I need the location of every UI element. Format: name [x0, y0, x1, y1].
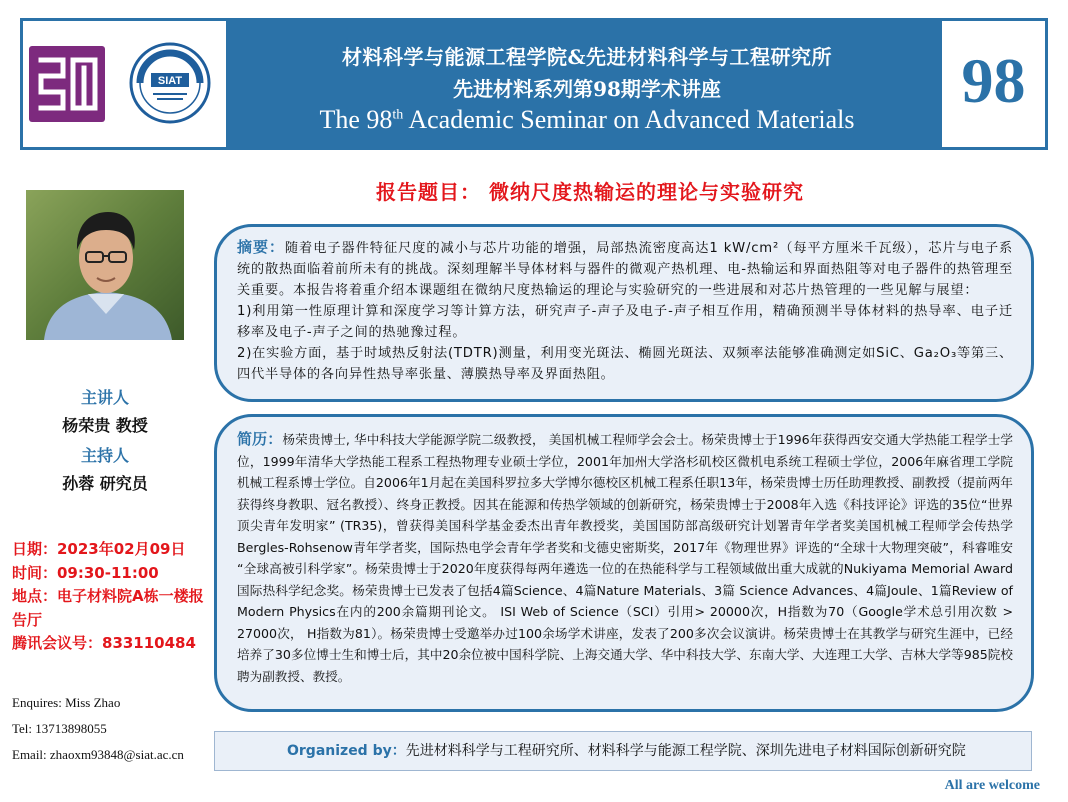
host-label: 主持人	[80, 446, 129, 465]
issue-number: 98	[961, 45, 1026, 116]
siat-logo-icon	[129, 42, 211, 124]
svg-text:SIAT: SIAT	[157, 75, 183, 87]
issue-number-panel	[942, 21, 1045, 147]
speaker-name: 杨荣贵 教授	[62, 416, 148, 435]
logo-panel	[23, 21, 226, 147]
bio-box	[214, 414, 1034, 712]
contact-email: Email: zhaoxm93848@siat.ac.cn	[12, 747, 184, 762]
meeting-id: 腾讯会议号：833110484	[12, 634, 196, 652]
abstract-point-1: 1)利用第一性原理计算和深度学习等计算方法，研究声子-声子及电子-声子相互作用，精确预测半导体材料的热导率、电子迁移率及电子-声子之间的热驰豫过程。	[237, 304, 1013, 340]
header-title-block	[226, 21, 948, 147]
event-location: 地点：电子材料院A栋一楼报告厅	[12, 587, 204, 629]
title-english	[226, 105, 948, 135]
title-english-suffix: Academic Seminar on Advanced Materials	[403, 105, 855, 134]
title-english-ordinal: th	[392, 107, 404, 123]
title-chinese-line1: 材料科学与能源工程学院&先进材料科学与工程研究所	[341, 45, 833, 69]
speaker-info	[10, 385, 200, 501]
event-time: 时间：09:30-11:00	[12, 563, 159, 582]
title-english-prefix: The 98	[319, 105, 393, 134]
bio-text-block	[237, 429, 1013, 687]
welcome-note: All are welcome	[944, 778, 1040, 793]
abstract-box	[214, 224, 1034, 402]
contact-tel: Tel: 13713898055	[12, 721, 107, 736]
abstract-intro: 随着电子器件特征尺度的减小与芯片功能的增强，局部热流密度高达1 kW/cm²（每平方厘米千瓦级），芯片与电子系统的散热面临着前所未有的挑战。深刻理解半导体材料与器件的微观产热机理、电-热输运和界面热阻等对电子器件的热管理至关重要。本报告将着重介绍本课题组在微纳尺度热输运的理论与实验研究的一些进展和对芯片热管理的一些见解与展望：	[237, 241, 1013, 298]
contact-info	[12, 690, 212, 768]
report-title: 报告题目： 微纳尺度热输运的理论与实验研究	[376, 180, 804, 204]
speaker-photo	[26, 190, 184, 340]
contact-enquiries: Enquires: Miss Zhao	[12, 695, 121, 710]
sz-logo-icon	[29, 46, 105, 122]
host-name: 孙蓉 研究员	[62, 474, 148, 493]
header-banner	[20, 18, 1048, 150]
bio-text: 杨荣贵博士, 华中科技大学能源学院二级教授， 美国机械工程师学会会士。杨荣贵博士于1996年获得西安交通大学热能工程学士学位，1999年清华大学热能工程系工程热物理专业硕士学位，2001年加州大学洛杉矶校区微机电系统工程硕士学位，2006年麻省理工学院机械工程系博士学位。自2006年1月起在美国科罗拉多大学博尔德校区机械工程系任职13年，杨荣贵博士历任助理教授、副教授（提前两年获得终身教职、冠名教授）、终身正教授。因其在能源和传热学领域的创新研究，杨荣贵博士于2008年入选《科技评论》评选的35位“世界顶尖青年发明家” (TR35)，曾获得美国科学基金委杰出青年教授奖，美国国防部高级研究计划署青年学者奖美国机械工程师学会传热学Bergles-Rohsenow青年学者奖，国际热电学会青年学者奖和戈德史密斯奖，2017年《物理世界》评选的“全球十大物理突破”，科睿唯安 “全球高被引科学家”。杨荣贵博士于2020年度获得每两年遴选一位的在热能科学与工程领域做出重大成就的Nukiyama Memorial Award 国际热科学纪念奖。杨荣贵博士已发表了包括4篇Science、4篇Nature Materials、3篇 Science Advances、4篇Joule、1篇Review of Modern Physics在内的200余篇期刊论文。 ISI Web of Science（SCI）引用> 20000次，H指数为70（Google学术总引用次数 > 27000次， H指数为81）。杨荣贵博士受邀举办过100余场学术讲座，发表了200多次会议演讲。杨荣贵博士在其教学与研究生涯中，已经培养了30多位博士生和博士后，其中20余位被中国科学院、上海交通大学、华中科技大学、东南大学、大连理工大学、吉林大学等985院校聘为副教授、教授。	[237, 432, 1013, 684]
abstract-point-2: 2)在实验方面，基于时域热反射法(TDTR)测量，利用变光斑法、椭圆光斑法、双频率法能够准确测定如SiC、Ga₂O₃等第三、四代半导体的各向异性热导率张量、薄膜热导率及界面热阻。	[237, 346, 1013, 382]
organized-by-label: Organized by：	[287, 743, 406, 759]
organized-by-bar	[214, 731, 1032, 771]
abstract-label: 摘要：	[237, 238, 285, 256]
event-date: 日期：2023年02月09日	[12, 540, 186, 558]
organizers-list: 先进材料科学与工程研究所、材料科学与能源工程学院、深圳先进电子材料国际创新研究院	[405, 743, 966, 759]
abstract-text-block	[237, 237, 1013, 385]
speaker-label: 主讲人	[80, 388, 129, 407]
event-info	[12, 538, 212, 656]
bio-label: 简历：	[237, 430, 283, 448]
title-chinese-line2: 先进材料系列第98期学术讲座	[453, 77, 721, 101]
